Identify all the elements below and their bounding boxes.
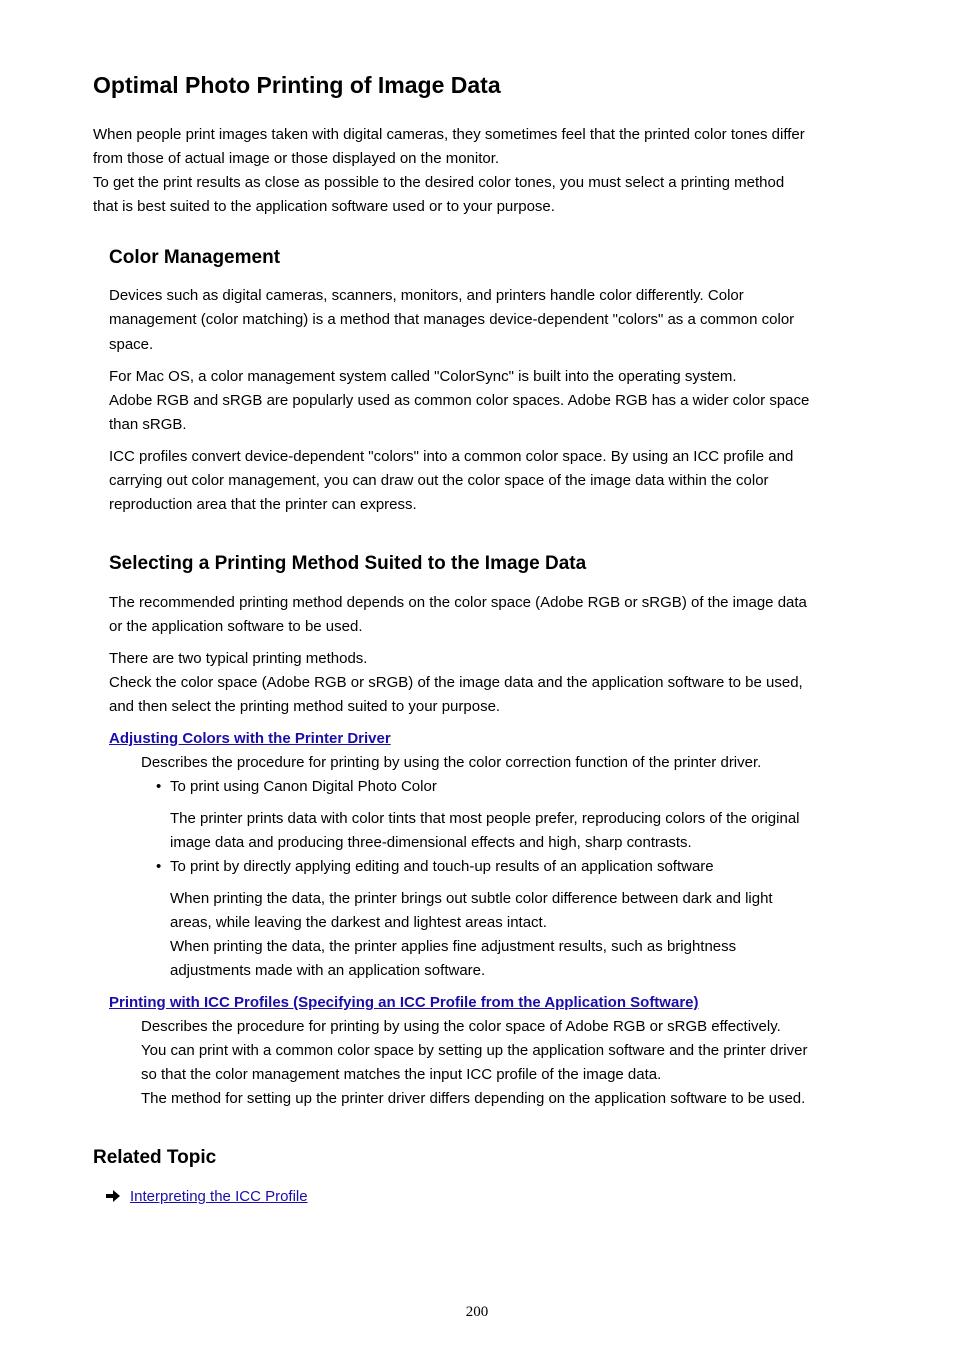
page-title: Optimal Photo Printing of Image Data	[93, 72, 501, 98]
link-adjusting-colors[interactable]: Adjusting Colors with the Printer Driver	[109, 730, 391, 747]
link-description: The method for setting up the printer driver differs depending on the application software to be used.	[141, 1090, 806, 1107]
bullet-marker: •	[156, 778, 162, 795]
link-description: Describes the procedure for printing by using the color space of Adobe RGB or sRGB effectively.	[141, 1018, 781, 1035]
paragraph-line: The recommended printing method depends on the color space (Adobe RGB or sRGB) of the image data	[109, 594, 807, 611]
page-number: 200	[465, 1304, 489, 1320]
bullet-description: adjustments made with an application software.	[170, 962, 486, 979]
section-heading-related-topic: Related Topic	[93, 1147, 217, 1168]
link-description: You can print with a common color space by setting up the application software and the printer driver	[141, 1042, 808, 1059]
paragraph-line: space.	[109, 336, 154, 353]
bullet-marker: •	[156, 858, 162, 875]
paragraph-line: than sRGB.	[109, 416, 187, 433]
link-description: so that the color management matches the input ICC profile of the image data.	[141, 1066, 662, 1083]
paragraph-line: For Mac OS, a color management system called "ColorSync" is built into the operating system.	[109, 368, 737, 385]
bullet-description: When printing the data, the printer brings out subtle color difference between dark and light	[170, 890, 773, 907]
link-interpreting-icc-profile[interactable]: Interpreting the ICC Profile	[130, 1188, 308, 1205]
section-heading-selecting: Selecting a Printing Method Suited to the Image Data	[109, 553, 587, 574]
link-description: Describes the procedure for printing by using the color correction function of the printer driver.	[141, 754, 762, 771]
bullet-item: To print by directly applying editing and touch-up results of an application software	[170, 858, 714, 875]
intro-line: To get the print results as close as possible to the desired color tones, you must select a printing method	[93, 174, 785, 191]
bullet-description: When printing the data, the printer applies fine adjustment results, such as brightness	[170, 938, 737, 955]
paragraph-line: ICC profiles convert device-dependent "colors" into a common color space. By using an ICC profile and	[109, 448, 794, 465]
intro-line: When people print images taken with digital cameras, they sometimes feel that the printed color tones differ	[93, 126, 805, 143]
bullet-description: areas, while leaving the darkest and lightest areas intact.	[170, 914, 547, 931]
paragraph-line: Devices such as digital cameras, scanners, monitors, and printers handle color differently. Color	[109, 287, 744, 304]
paragraph-line: reproduction area that the printer can express.	[109, 496, 417, 513]
section-heading-color-management: Color Management	[109, 247, 281, 268]
bullet-description: The printer prints data with color tints that most people prefer, reproducing colors of the original	[170, 810, 800, 827]
bullet-item: To print using Canon Digital Photo Color	[170, 778, 437, 795]
paragraph-line: There are two typical printing methods.	[109, 650, 368, 667]
link-printing-with-icc[interactable]: Printing with ICC Profiles (Specifying an ICC Profile from the Application Software)	[109, 994, 699, 1011]
paragraph-line: management (color matching) is a method that manages device-dependent "colors" as a common color	[109, 311, 795, 328]
paragraph-line: or the application software to be used.	[109, 618, 363, 635]
intro-line: that is best suited to the application software used or to your purpose.	[93, 198, 555, 215]
paragraph-line: Check the color space (Adobe RGB or sRGB) of the image data and the application software to be used,	[109, 674, 803, 691]
arrow-right-icon	[105, 1188, 121, 1204]
bullet-description: image data and producing three-dimensional effects and high, sharp contrasts.	[170, 834, 692, 851]
paragraph-line: Adobe RGB and sRGB are popularly used as common color spaces. Adobe RGB has a wider color space	[109, 392, 810, 409]
intro-line: from those of actual image or those displayed on the monitor.	[93, 150, 500, 167]
paragraph-line: carrying out color management, you can draw out the color space of the image data within the color	[109, 472, 769, 489]
paragraph-line: and then select the printing method suited to your purpose.	[109, 698, 501, 715]
